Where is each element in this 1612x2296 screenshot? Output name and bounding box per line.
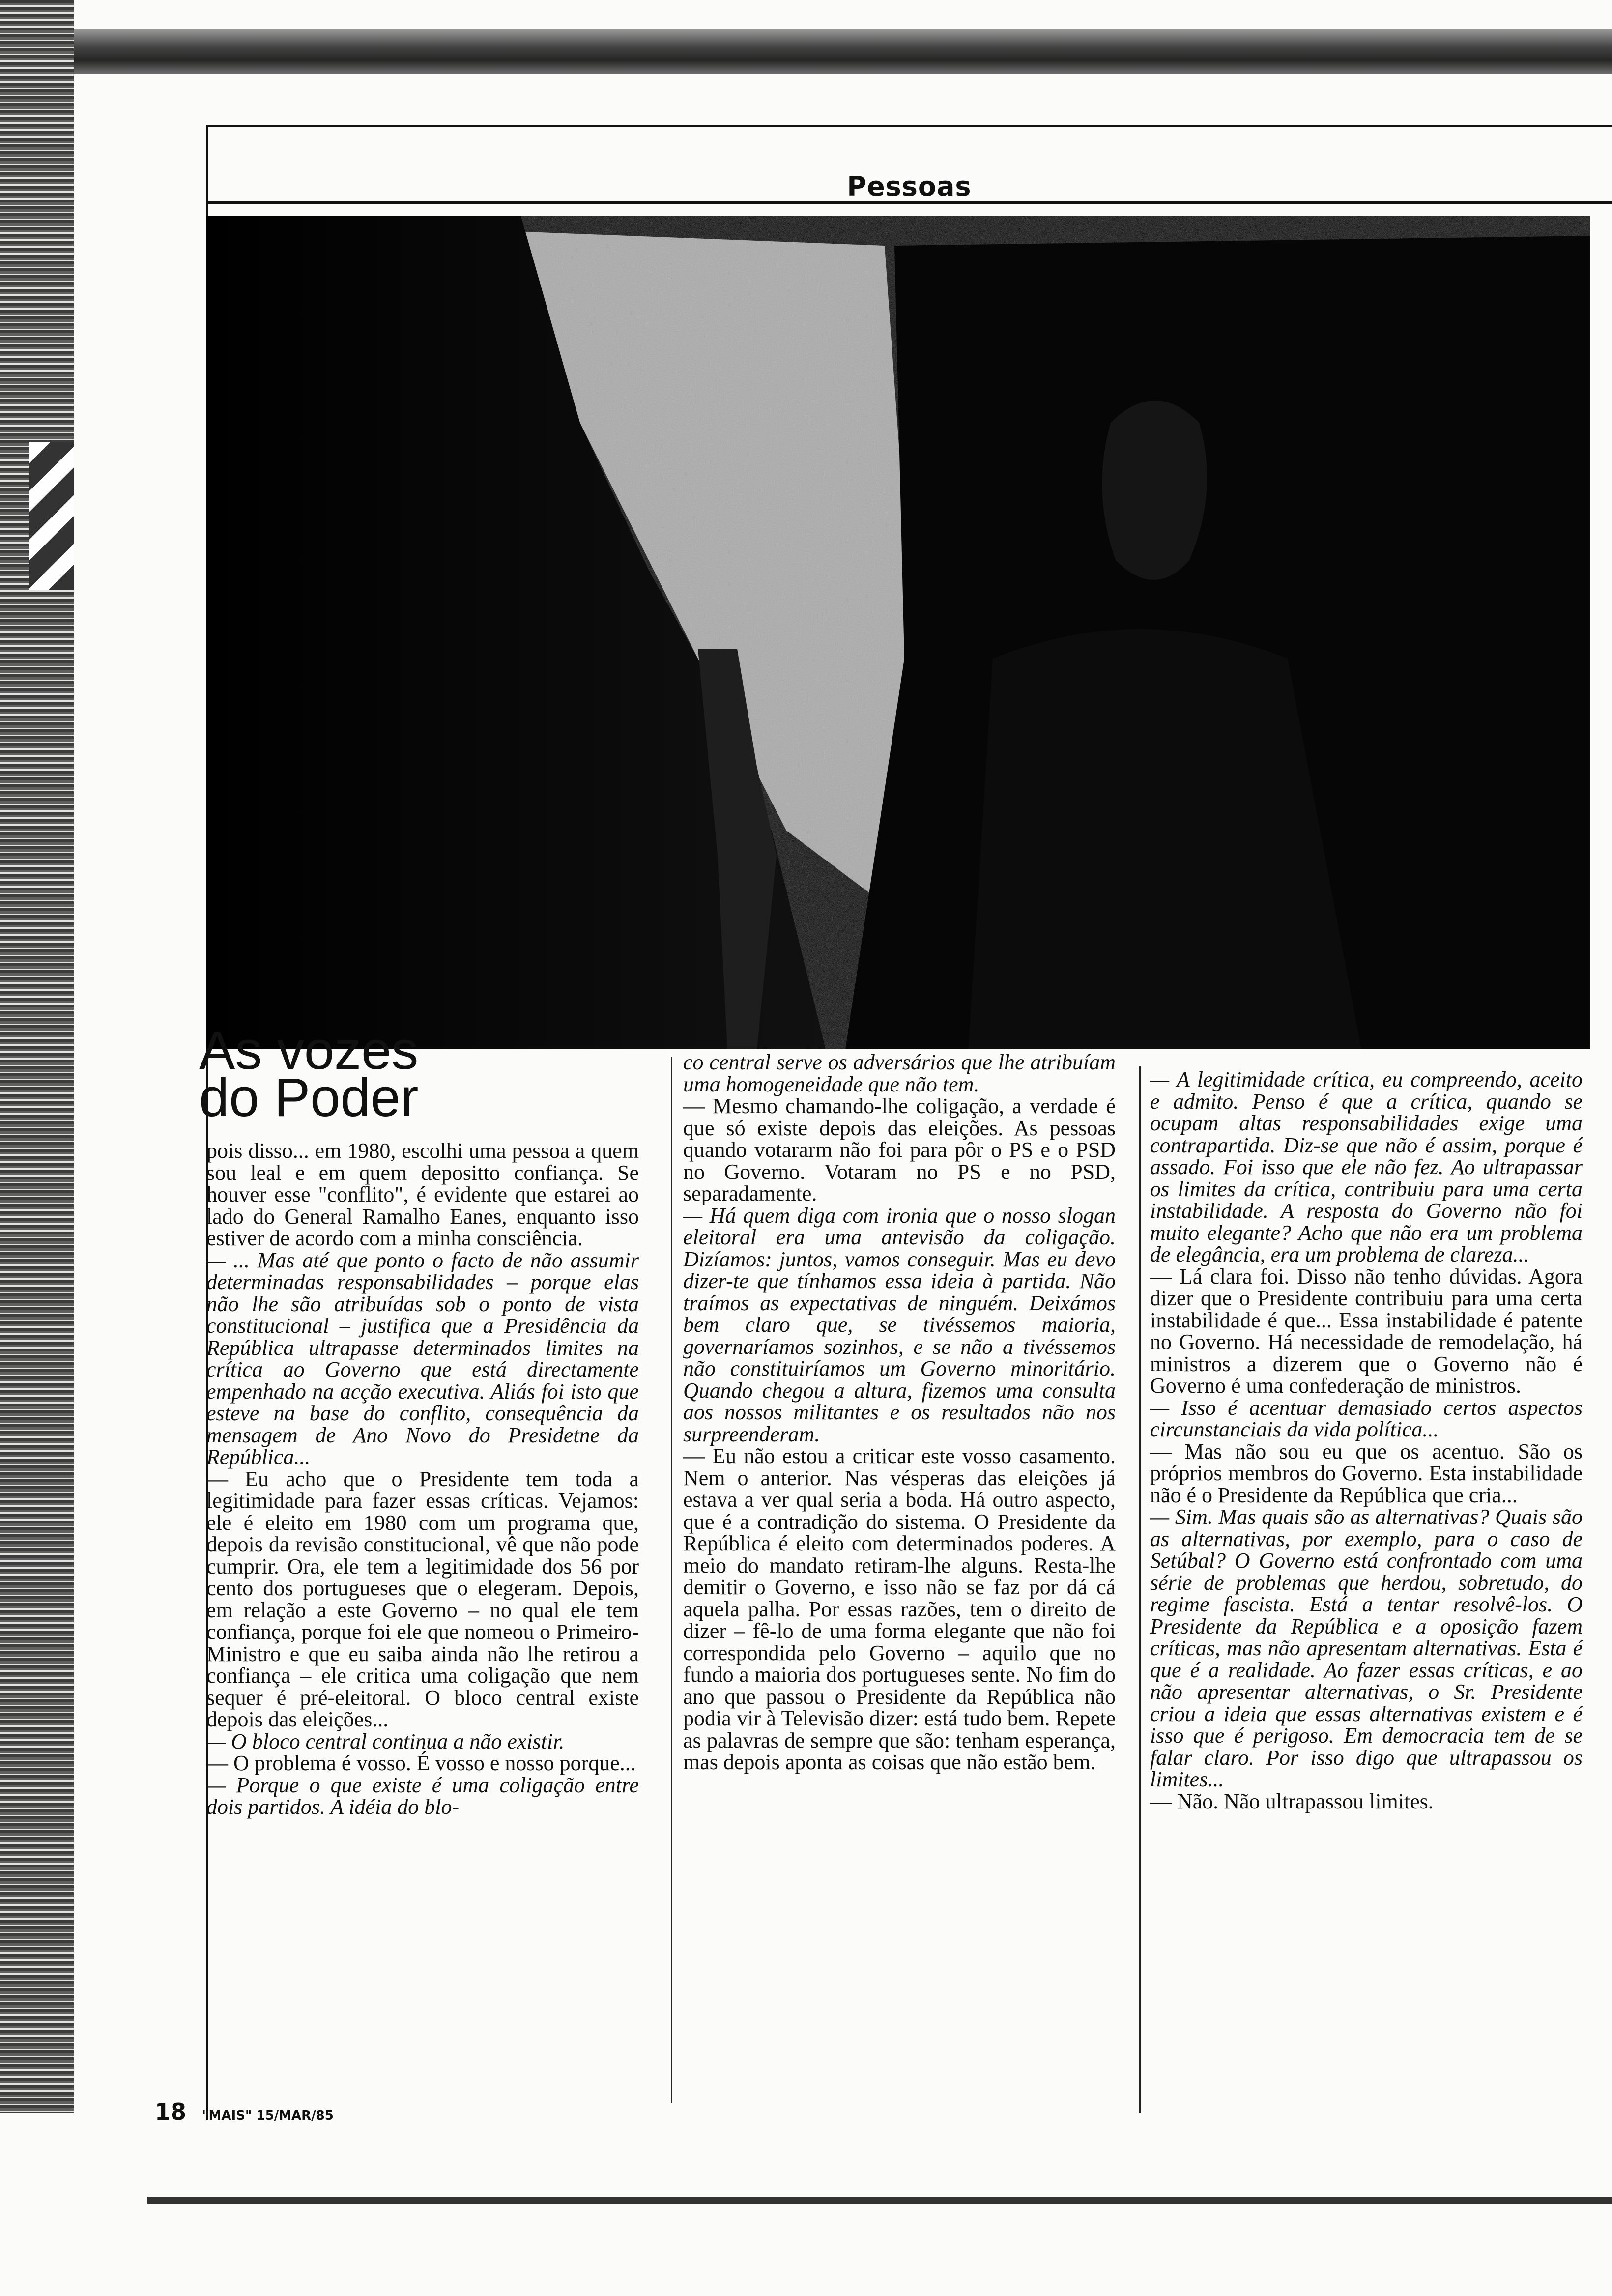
- column-rule: [671, 1057, 672, 2103]
- article-photo: [206, 216, 1590, 1049]
- paragraph: — O problema é vosso. É vosso e nosso porque...: [206, 1751, 636, 1775]
- publication-line: "MAIS" 15/MAR/85: [202, 2108, 334, 2123]
- paragraph: — Há quem diga com ironia que o nosso slogan eleitoral era uma antevisão da coligação. Dizíamos: juntos, vamos conseguir. Mas eu devo dizer-te que tínhamos essa ideia à partida. Não traímos as expectativas de ninguém. Deixámos bem claro que, se tivéssemos maioria, governaríamos sozinhos, e se não a tivéssemos não constituiríamos um Governo minoritário. Quando chegou a altura, fizemos uma consulta aos nossos militantes e os resultados não nos surpreenderam.: [683, 1203, 1116, 1446]
- headline-line-2: do Poder: [199, 1067, 419, 1128]
- scan-edge-left: [0, 0, 74, 2113]
- paragraph: — Mas não sou eu que os acentuo. São os próprios membros do Governo. Esta instabilidade não é o Presidente da República que cria...: [1150, 1439, 1583, 1507]
- paragraph: co central serve os adversários que lhe atribuíam uma homogeneidade que não tem.: [683, 1050, 1116, 1096]
- paragraph: — Mesmo chamando-lhe coligação, a verdade é que só existe depois das eleições. As pessoas quando votararm não foi para pôr o PS e o PSD no Governo. Votaram no PS e no PSD, separadamente.: [683, 1094, 1116, 1205]
- photo-image: [206, 216, 1590, 1049]
- paragraph: — A legitimidade crítica, eu compreendo, aceito e admito. Penso é que a crítica, quando se ocupam altas responsabilidades exige uma contrapartida. Diz-se que não é assim, porque é assado. Foi isso que ele não fez. Ao ultrapassar os limites da crítica, contribuiu para uma certa instabilidade. A resposta do Governo não foi muito elegante? Acho que não era um problema de elegância, era um problema de clareza...: [1150, 1067, 1583, 1266]
- section-rule: [206, 201, 1612, 204]
- paragraph: — Lá clara foi. Disso não tenho dúvidas. Agora dizer que o Presidente contribuiu para uma certa instabilidade é que... Essa instabilidade é patente no Governo. Há necessidade de remodelação, há ministros a dizerem que o Governo não é Governo é uma confederação de ministros.: [1150, 1264, 1583, 1398]
- scan-edge-bottom: [147, 2197, 1612, 2204]
- article-headline: [199, 1020, 661, 1128]
- article-column-1: [206, 1140, 639, 1818]
- paragraph: — Eu acho que o Presidente tem toda a legitimidade para fazer essas críticas. Vejamos: ele é eleito em 1980 com um programa que, depois da revisão constitucional, vê que não pode cumprir. Ora, ele tem a legitimidade dos 56 por cento dos portugueses que o elegeram. Depois, em relação a este Governo – no qual ele tem confiança, porque foi ele que nomeou o Primeiro-Ministro e que eu saiba ainda não lhe retirou a confiança – ele critica uma coligação que nem sequer é pré-eleitoral. O bloco central existe depois das eleições...: [206, 1466, 639, 1731]
- scan-edge-top: [74, 29, 1612, 74]
- article-column-3: [1150, 1069, 1583, 1812]
- section-title: Pessoas: [847, 171, 972, 202]
- headline-line-1: As vozes: [199, 1020, 419, 1081]
- paragraph: — ... Mas até que ponto o facto de não assumir determinadas responsabilidades – porque elas não lhe são atribuídas sob o ponto de vista constitucional – justifica que a Presidência da República ultrapasse determinados limites na crítica ao Governo que está directamente empenhado na acção executiva. Aliás foi isto que esteve na base do conflito, consequência da mensagem de Ano Novo do Presidetne da República...: [206, 1248, 639, 1469]
- paragraph: — O bloco central continua a não existir.: [206, 1729, 565, 1753]
- page-folio: [155, 2098, 334, 2125]
- paragraph: — Eu não estou a criticar este vosso casamento. Nem o anterior. Nas vésperas das eleições já estava a ver qual seria a boda. Há outro aspecto, que é a contradição do sistema. O Presidente da República é eleito com determinados poderes. A meio do mandato retiram-lhe alguns. Resta-lhe demitir o Governo, e isso não se faz por dá cá aquela palha. Por essas razões, tem o direito de dizer – fê-lo de uma forma elegante que não foi correspondida pelo Governo – aquilo que no fundo a maioria dos portugueses sente. No fim do ano que passou o Presidente da República não podia vir à Televisão dizer: está tudo bem. Repete as palavras de sempre que são: tenham esperança, mas depois aponta as coisas que não estão bem.: [683, 1444, 1116, 1774]
- paragraph: — Sim. Mas quais são as alternativas? Quais são as alternativas, por exemplo, para o caso de Setúbal? O Governo está confrontado com uma série de problemas que herdou, sobretudo, do regime fascista. Está a tentar resolvê-los. O Presidente da República e a oposição fazem críticas, mas não apresentam alternativas. Esta é que é a realidade. Ao fazer essas críticas, e ao não apresentar alternativas, o Sr. Presidente criou a ideia que essas alternativas existem e é isso que é perigoso. Em democracia tem de se falar claro. Por isso digo que ultrapassou os limites...: [1150, 1505, 1583, 1791]
- page-number: 18: [155, 2098, 187, 2125]
- paragraph: — Não. Não ultrapassou limites.: [1150, 1789, 1434, 1813]
- paragraph: pois disso... em 1980, escolhi uma pessoa a quem sou leal e em quem depositto confiança. Se houver esse "conflito", é evidente que estarei ao lado do General Ramalho Eanes, enquanto isso estiver de acordo com a minha consciência.: [206, 1139, 639, 1250]
- paragraph: — Porque o que existe é uma coligação entre dois partidos. A idéia do blo-: [206, 1773, 639, 1819]
- column-rule: [1139, 1066, 1141, 2113]
- paragraph: — Isso é acentuar demasiado certos aspectos circunstanciais da vida política...: [1150, 1395, 1583, 1441]
- article-column-2: [683, 1052, 1116, 1774]
